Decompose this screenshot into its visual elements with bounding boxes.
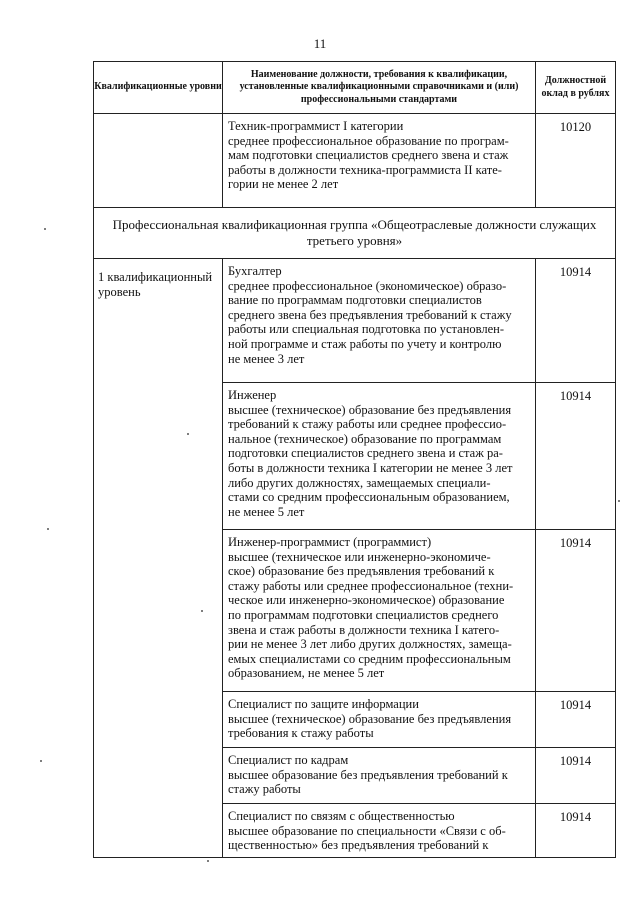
position-line: высшее образование без предъявления требований к — [228, 767, 508, 782]
scan-speck — [47, 528, 49, 530]
position-line: стажу работы или среднее профессиональное (техни- — [228, 578, 514, 593]
header-position: Наименование должности, требования к квалификации, установленные квалификационными справочниками и (или) профессиональными стандартами — [223, 62, 536, 114]
position-line: высшее (техническое) образование без предъявления — [228, 402, 512, 417]
salary-cell: 10914 — [536, 692, 616, 748]
salary-cell: 10914 — [536, 804, 616, 858]
scan-speck — [201, 610, 203, 612]
position-cell — [223, 748, 536, 804]
scan-speck — [207, 860, 209, 862]
position-line: либо других должностях, замещаемых специали- — [228, 475, 491, 490]
position-line: емых специалистами со средним профессиональным — [228, 651, 511, 666]
salary-table — [93, 61, 616, 858]
page-number: 11 — [313, 36, 327, 51]
table-row — [94, 259, 616, 383]
position-line: гории не менее 2 лет — [228, 177, 339, 192]
position-line: по программам подготовки специалистов среднего — [228, 607, 499, 622]
position-line: щественностью» без предъявления требований к — [228, 838, 489, 853]
group-title: Профессиональная квалификационная группа «Общеотраслевые должности служащих третьего уровня» — [94, 208, 616, 259]
position-line: рии не менее 3 лет либо других должностях, замеща- — [228, 637, 512, 652]
table-header-row — [94, 62, 616, 114]
salary-cell: 10120 — [536, 114, 616, 208]
position-line: Техник-программист I категории — [228, 119, 404, 133]
scan-speck — [618, 500, 620, 502]
position-line: Инженер — [228, 388, 277, 402]
position-line: работы или специальная подготовка по установлен- — [228, 322, 505, 337]
position-line: стажу работы — [228, 782, 301, 797]
position-cell — [223, 692, 536, 748]
position-line: высшее образование по специальности «Связи с об- — [228, 823, 506, 838]
position-line: требования к стажу работы — [228, 726, 374, 741]
position-line: мам подготовки специалистов среднего звена и стаж — [228, 148, 509, 163]
salary-cell: 10914 — [536, 748, 616, 804]
position-line: Специалист по кадрам — [228, 753, 349, 767]
position-line: подготовки специалистов среднего звена и стаж ра- — [228, 446, 503, 461]
qualification-level: 1 квалификационный уровень — [94, 259, 223, 858]
position-line: звена и стаж работы в должности техника I катего- — [228, 622, 500, 637]
position-line: вание по программам подготовки специалистов — [228, 293, 482, 308]
position-cell — [223, 114, 536, 208]
position-line: Специалист по защите информации — [228, 697, 419, 711]
scan-speck — [44, 228, 46, 230]
table-row — [94, 114, 616, 208]
salary-cell: 10914 — [536, 259, 616, 383]
position-line: Инженер-программист (программист) — [228, 535, 432, 549]
scan-speck — [40, 760, 42, 762]
position-line: ское) образование без предъявления требований к — [228, 564, 495, 579]
position-line: Специалист по связям с общественностью — [228, 809, 455, 823]
position-line: среднее профессиональное образование по програм- — [228, 133, 509, 148]
position-line: не менее 5 лет — [228, 504, 305, 519]
group-row — [94, 208, 616, 259]
position-line: работы в должности техника-программиста II кате- — [228, 162, 502, 177]
position-line: образованием, не менее 5 лет — [228, 666, 385, 681]
position-line: среднего звена без предъявления требований к стажу — [228, 307, 512, 322]
salary-cell: 10914 — [536, 383, 616, 530]
position-line: требований к стажу работы или среднее профессио- — [228, 417, 507, 432]
header-salary: Должностной оклад в рублях — [536, 62, 616, 114]
position-line: среднее профессиональное (экономическое) образо- — [228, 278, 507, 293]
header-qualification: Квалификационные уровни — [94, 62, 223, 114]
position-line: боты в должности техника I категории не менее 3 лет — [228, 460, 513, 475]
position-line: стами со средним профессиональным образованием, — [228, 490, 510, 505]
position-line: Бухгалтер — [228, 264, 282, 278]
scan-speck — [187, 433, 189, 435]
position-line: ной программе и стаж работы по учету и контролю — [228, 336, 502, 351]
position-line: высшее (техническое) образование без предъявления — [228, 711, 512, 726]
position-line: нальное (техническое) образование по программам — [228, 431, 502, 446]
position-line: высшее (техническое или инженерно-экономиче- — [228, 549, 491, 564]
salary-cell: 10914 — [536, 530, 616, 692]
position-cell — [223, 804, 536, 858]
position-line: ческое или инженерно-экономическое) образование — [228, 593, 505, 608]
qualification-cell — [94, 114, 223, 208]
position-line: не менее 3 лет — [228, 351, 305, 366]
position-cell — [223, 383, 536, 530]
position-cell — [223, 259, 536, 383]
position-cell — [223, 530, 536, 692]
